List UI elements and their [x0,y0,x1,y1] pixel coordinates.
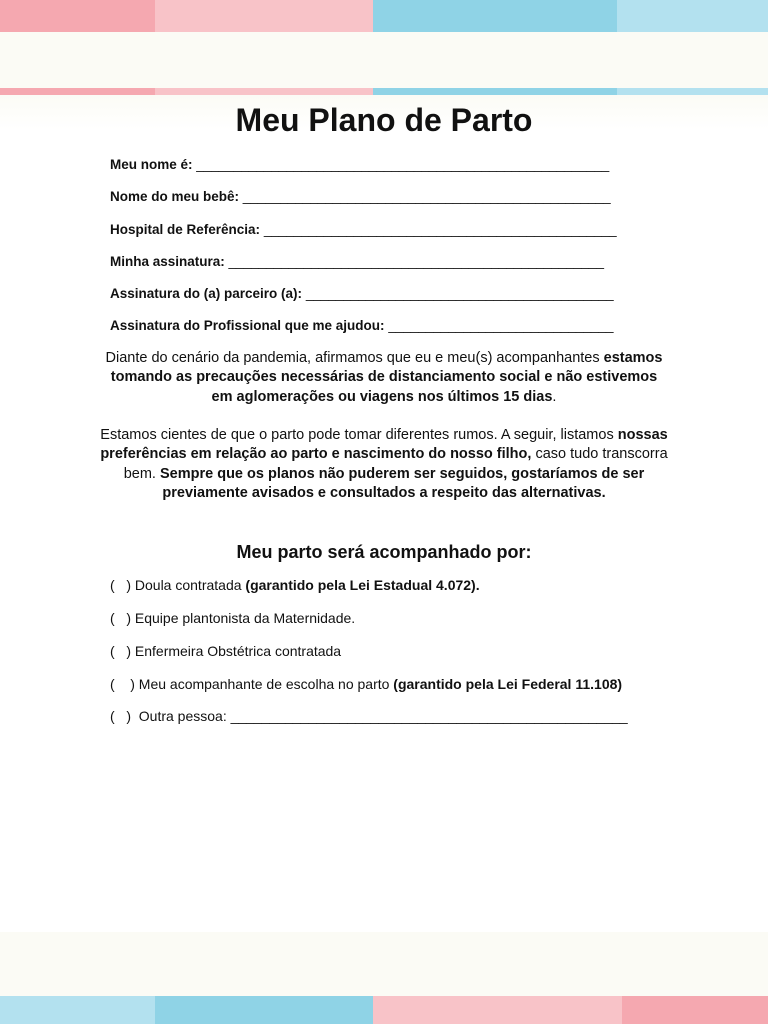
paragraph-bold-text: nossas preferências em relação ao parto e nascimento do nosso filho, [100,427,668,463]
section-title: Meu parto será acompanhado por: [236,542,532,562]
field-label: Meu nome é: [110,157,193,172]
paragraph-text: caso tudo transcorra bem. [123,446,668,482]
option-checkbox[interactable]: ( ) [110,676,139,692]
footer-color-band [0,996,768,1024]
header-cream-strip [0,32,768,88]
band-segment [0,0,155,32]
option-text: Meu acompanhante de escolha no parto [138,676,394,692]
option-text: Doula contratada [134,577,246,593]
option-text: Equipe plantonista da Maternidade. [134,610,356,626]
field-mother-name [110,157,609,172]
fill-line: _______________________________________________________ [196,157,610,172]
band-segment [617,0,768,32]
band-segment [0,88,155,95]
band-segment [155,0,373,32]
fill-line: __________________________________________________ [228,254,604,269]
band-segment [0,996,155,1024]
option-bold-text: (garantido pela Lei Estadual 4.072). [245,577,480,593]
field-baby-name [110,189,611,204]
band-segment [155,996,373,1024]
option-other[interactable] [110,708,628,724]
option-companion[interactable] [110,676,622,692]
option-nurse[interactable] [110,643,341,659]
field-label: Assinatura do Profissional que me ajudou: [110,318,385,333]
option-checkbox[interactable]: ( ) [110,643,135,659]
page-title: Meu Plano de Parto [235,102,533,138]
field-label: Nome do meu bebê: [110,189,240,204]
option-checkbox[interactable]: ( ) [110,708,139,724]
field-partner-signature [110,286,614,301]
fill-line: _________________________________________________ [242,189,611,204]
band-segment [373,0,617,32]
band-segment [617,88,768,95]
field-label: Minha assinatura: [110,254,225,269]
header-color-band [0,0,768,32]
footer-cream-strip [0,932,768,996]
field-label: Hospital de Referência: [110,222,261,237]
header-thin-band [0,88,768,95]
fill-line: ______________________________ [388,318,614,333]
paragraph-bold-text: Sempre que os planos não puderem ser seguidos, gostaríamos de ser previamente avisados e consultados a respeito das alternativas. [159,465,645,501]
paragraph-text: Diante do cenário da pandemia, afirmamos que eu e meu(s) acompanhantes [105,350,604,366]
option-checkbox[interactable]: ( ) [110,610,135,626]
option-bold-text: (garantido pela Lei Federal 11.108) [393,676,623,692]
field-hospital [110,222,617,237]
field-my-signature [110,254,604,269]
paragraph-bold-text: estamos tomando as precauções necessárias de distanciamento social e não estivemos em aglomerações ou viagens nos últimos 15 dias [110,350,663,405]
option-doula[interactable] [110,577,480,593]
option-text: Outra pessoa: ___________________________________________________ [138,708,628,724]
option-text: Enfermeira Obstétrica contratada [134,643,342,659]
band-segment [373,996,622,1024]
pandemic-paragraph [100,349,668,407]
band-segment [622,996,768,1024]
paragraph-text: Estamos cientes de que o parto pode tomar diferentes rumos. A seguir, listamos [100,427,618,443]
fill-line: _______________________________________________ [263,222,617,237]
preferences-paragraph [100,426,668,503]
field-label: Assinatura do (a) parceiro (a): [110,286,303,301]
paragraph-text: . [552,388,557,405]
band-segment [155,88,373,95]
option-checkbox[interactable]: ( ) [110,577,135,593]
field-professional-signature [110,318,614,333]
option-team[interactable] [110,610,355,626]
fill-line: _________________________________________ [305,286,614,301]
band-segment [373,88,617,95]
